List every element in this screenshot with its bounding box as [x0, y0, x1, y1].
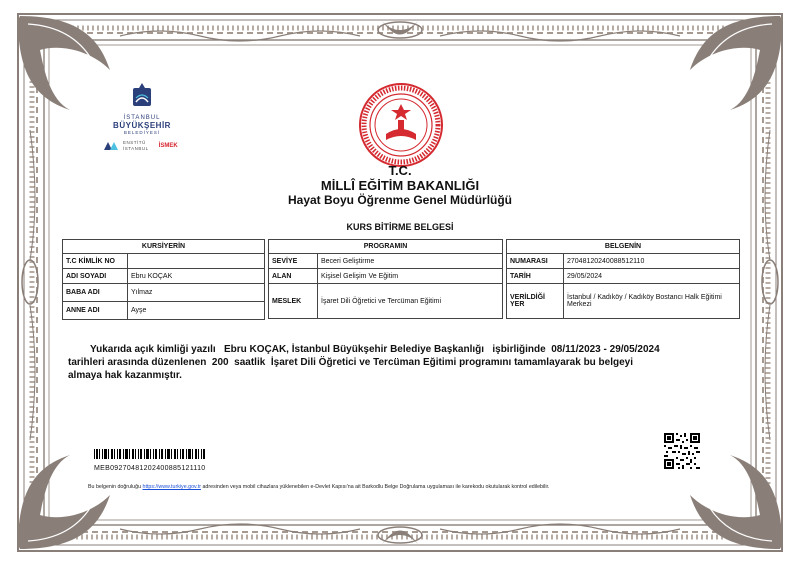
row-label: VERİLDİĞİ YER: [507, 284, 564, 319]
programin-table: [268, 239, 503, 319]
table-row: [507, 284, 740, 319]
enstitu-ismek-logo: [103, 140, 178, 152]
row-label: T.C KİMLİK NO: [63, 254, 128, 269]
row-value: Yılmaz: [128, 284, 265, 302]
row-label: SEVİYE: [269, 254, 318, 269]
row-label: ALAN: [269, 269, 318, 284]
row-value: İstanbul / Kadıköy / Kadıköy Bostancı Halk Eğitimi Merkezi: [564, 284, 740, 319]
table-row: [63, 254, 265, 269]
kursiyerin-table: [62, 239, 265, 320]
barcode-number: MEB09270481202400885121110: [94, 465, 206, 472]
ministry-title: MİLLÎ EĞİTİM BAKANLIĞI: [320, 178, 480, 193]
row-value: Ebru KOÇAK: [128, 269, 265, 284]
enstitu-line1: ENSTİTÜ: [123, 140, 146, 145]
ibb-emblem-icon: [131, 82, 153, 108]
table-row: [63, 302, 265, 320]
row-label: TARİH: [507, 269, 564, 284]
row-value: Beceri Geliştirme: [318, 254, 503, 269]
meb-seal-icon: [358, 82, 444, 168]
qr-code-icon: [664, 433, 700, 469]
directorate-title: Hayat Boyu Öğrenme Genel Müdürlüğü: [287, 193, 513, 207]
certificate-statement: [68, 343, 748, 382]
table-row: [269, 284, 503, 319]
footer-suffix: adresinden veya mobil cihazlara yüklenebilen e-Devlet Kapısı'na ait Barkodlu Belge Doğrulama uygulaması ile karekodu okutularak kontrol edilebilir.: [202, 484, 550, 490]
belgenin-table: [506, 239, 740, 319]
row-label: ANNE ADI: [63, 302, 128, 320]
row-label: ADI SOYADI: [63, 269, 128, 284]
header-titles: [200, 163, 600, 232]
ibb-city: İSTANBUL: [123, 115, 161, 121]
statement-line: Yukarıda açık kimliği yazılı Ebru KOÇAK, İstanbul Büyükşehir Belediye Başkanlığı işbirliğinde 08/11/2023 - 29/05/2024: [90, 344, 660, 355]
statement-line: almaya hak kazanmıştır.: [68, 370, 182, 381]
enstitu-line2: İSTANBUL: [123, 146, 149, 151]
belgenin-header: BELGENİN: [507, 240, 740, 254]
ismek-label: İSMEK: [158, 143, 178, 149]
table-row: [63, 284, 265, 302]
row-value: 29/05/2024: [564, 269, 740, 284]
ibb-name: BÜYÜKŞEHİR: [113, 121, 171, 130]
row-label: BABA ADI: [63, 284, 128, 302]
verification-note: [88, 484, 549, 490]
table-row: [507, 254, 740, 269]
row-value: [128, 254, 265, 269]
enstitu-mark-icon: [103, 141, 119, 151]
programin-header: PROGRAMIN: [269, 240, 503, 254]
barcode-icon: [94, 449, 206, 459]
document-title: KURS BİTİRME BELGESİ: [346, 222, 454, 232]
ibb-sub: BELEDİYESİ: [123, 130, 161, 135]
footer-prefix: Bu belgenin doğruluğu: [88, 484, 142, 490]
row-value: İşaret Dili Öğretici ve Tercüman Eğitimi: [318, 284, 503, 319]
table-row: [269, 254, 503, 269]
table-row: [507, 269, 740, 284]
statement-line: tarihleri arasında düzenlenen 200 saatlik İşaret Dili Öğretici ve Tercüman Eğitimi programını tamamlayarak bu belgeyi: [68, 357, 634, 368]
row-value: Ayşe: [128, 302, 265, 320]
tc-title: T.C.: [388, 163, 412, 178]
ibb-logo: [112, 82, 172, 135]
kursiyerin-header: KURSİYERİN: [63, 240, 265, 254]
turkiye-gov-link[interactable]: https://www.turkiye.gov.tr: [142, 484, 201, 490]
row-label: NUMARASI: [507, 254, 564, 269]
barcode: [94, 446, 206, 472]
row-value: Kişisel Gelişim Ve Eğitim: [318, 269, 503, 284]
table-row: [63, 269, 265, 284]
row-value: 27048120240088512110: [564, 254, 740, 269]
table-row: [269, 269, 503, 284]
row-label: MESLEK: [269, 284, 318, 319]
